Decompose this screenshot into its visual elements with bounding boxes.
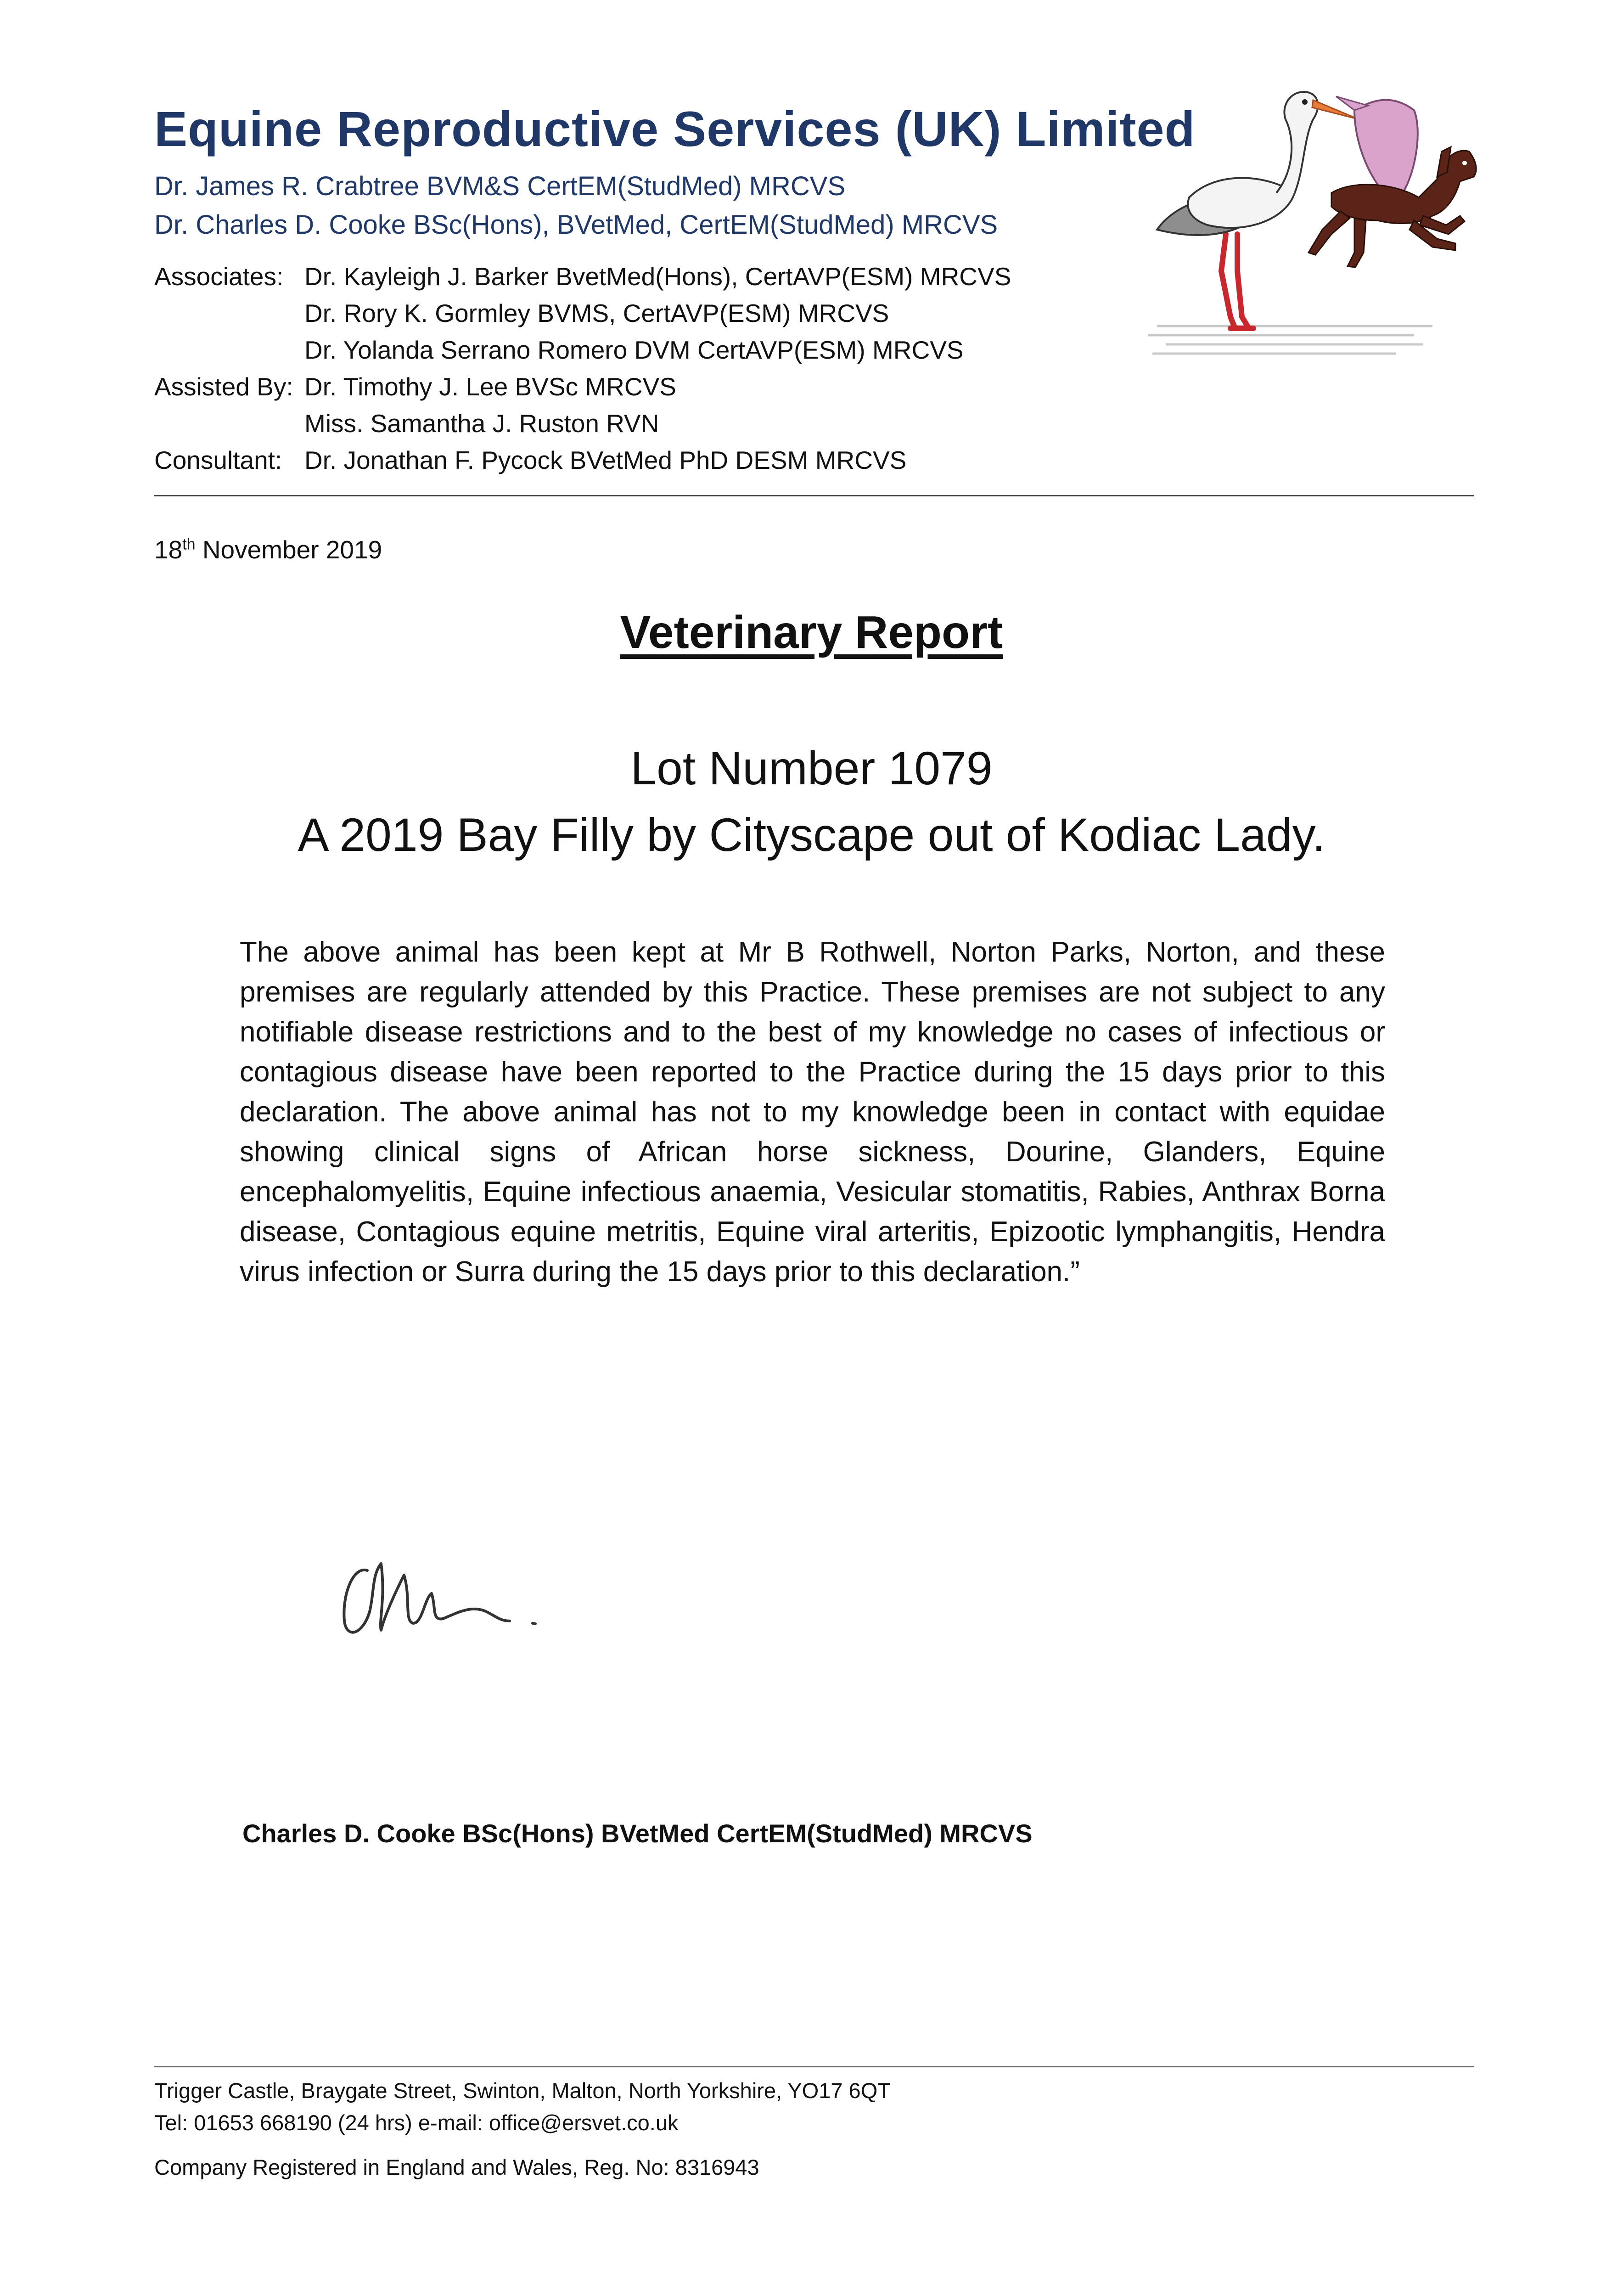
report-date xyxy=(154,535,382,564)
declaration-text: The above animal has been kept at Mr B Rothwell, Norton Parks, Norton, and these premises are regularly attended by this Practice. These premises are not subject to any notifiable disease restrictions and to the best of my knowledge no cases of infectious or contagious disease have been reported to the Practice during the 15 days prior to this declaration. The above animal has not to my knowledge been in contact with equidae showing clinical signs of African horse sickness, Dourine, Glanders, Equine encephalomyelitis, Equine infectious anaemia, Vesicular stomatitis, Rabies, Anthrax Borna disease, Contagious equine metritis, Equine viral arteritis, Epizootic lymphangitis, Hendra virus infection or Surra during the 15 days prior to this declaration.” xyxy=(240,936,1385,1288)
header-divider xyxy=(154,495,1474,496)
assistant-name: Dr. Timothy J. Lee BVSc MRCVS xyxy=(304,372,676,401)
consultant-label: Consultant: xyxy=(154,446,282,474)
footer-registration: Company Registered in England and Wales, Reg. No: 8316943 xyxy=(154,2155,759,2179)
associate-name: Dr. Rory K. Gormley BVMS, CertAVP(ESM) MRCVS xyxy=(304,299,889,327)
handwritten-signature xyxy=(335,1543,556,1655)
associate-name: Dr. Yolanda Serrano Romero DVM CertAVP(ESM) MRCVS xyxy=(304,336,964,364)
date-suffix: th xyxy=(182,535,196,553)
stork-carrying-foal-logo xyxy=(1139,78,1488,365)
consultant-name: Dr. Jonathan F. Pycock BVetMed PhD DESM MRCVS xyxy=(304,446,907,474)
associate-name: Dr. Kayleigh J. Barker BvetMed(Hons), CertAVP(ESM) MRCVS xyxy=(304,262,1011,291)
assisted-by-label: Assisted By: xyxy=(154,372,293,401)
assistant-name: Miss. Samantha J. Ruston RVN xyxy=(304,409,659,438)
signatory-name: Charles D. Cooke BSc(Hons) BVetMed CertEM(StudMed) MRCVS xyxy=(242,1819,1033,1848)
partner-name: Dr. James R. Crabtree BVM&S CertEM(StudMed) MRCVS xyxy=(154,171,846,201)
footer-divider xyxy=(154,2066,1474,2067)
footer-contact: Tel: 01653 668190 (24 hrs) e-mail: office@ersvet.co.uk xyxy=(154,2110,679,2135)
date-day: 18 xyxy=(154,535,183,564)
report-title: Veterinary Report xyxy=(620,607,1003,658)
date-rest: November 2019 xyxy=(202,535,382,564)
company-name: Equine Reproductive Services (UK) Limited xyxy=(154,101,1196,157)
footer-address: Trigger Castle, Braygate Street, Swinton, Malton, North Yorkshire, YO17 6QT xyxy=(154,2078,891,2103)
partner-name: Dr. Charles D. Cooke BSc(Hons), BVetMed, CertEM(StudMed) MRCVS xyxy=(154,210,998,240)
associates-label: Associates: xyxy=(154,262,284,291)
lot-description: A 2019 Bay Filly by Cityscape out of Kodiac Lady. xyxy=(298,809,1325,861)
lot-number: Lot Number 1079 xyxy=(630,742,993,794)
